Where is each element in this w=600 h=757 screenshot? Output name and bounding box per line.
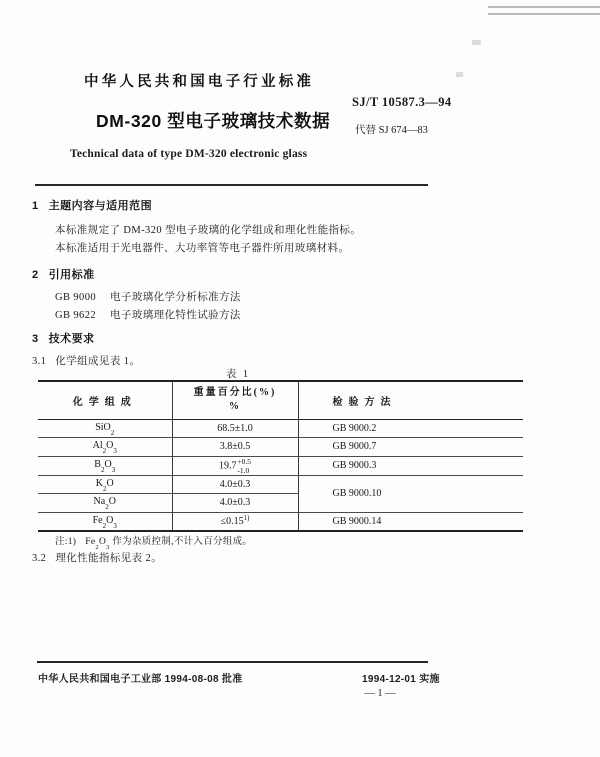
method-cell: GB 9000.2	[332, 422, 377, 434]
section-1-heading	[32, 197, 152, 213]
table-row-k2o	[38, 475, 523, 494]
scan-speck	[472, 40, 481, 45]
table-row-fe2o3	[38, 512, 523, 531]
table-1-container	[38, 380, 523, 532]
composition-cell	[38, 475, 172, 494]
reference-item	[55, 307, 241, 322]
reference-item	[55, 289, 241, 304]
implementation-date: 1994-12-01 实施	[362, 674, 440, 685]
clause-number: 3.1	[32, 356, 47, 367]
value-cell: 4.0±0.3	[172, 494, 298, 513]
document-title-cn: DM-320 型电子玻璃技术数据	[96, 111, 331, 131]
section-3-heading	[32, 330, 95, 346]
composition-cell	[38, 438, 172, 457]
supersedes-note: 代替 SJ 674—83	[355, 125, 428, 136]
section-2-heading	[32, 266, 95, 282]
col-header-weight-percent-line1: 重量百分比(%)	[193, 386, 277, 398]
value-cell-with-tolerance: 19.7 +0.5 -1.0	[172, 456, 298, 475]
section-title: 引用标准	[48, 269, 95, 281]
reference-name: 电子玻璃理化特性试验方法	[110, 310, 241, 321]
section-1-paragraph-2: 本标准适用于光电器件、大功率管等电子器件所用玻璃材料。	[55, 243, 350, 254]
value-cell: $\le 0.15^{1)}$	[172, 512, 298, 531]
scan-corner-marks	[488, 6, 600, 20]
col-header-weight-percent	[172, 381, 298, 419]
chemical-composition-table	[38, 380, 523, 532]
footer-rule	[37, 661, 428, 663]
chemical-formula: $Na_2O$	[93, 496, 116, 512]
table-1-footnote	[55, 533, 252, 549]
col-header-method: 检验方法	[298, 381, 523, 419]
scan-mark-line	[488, 6, 600, 8]
footnote-marker: 1)	[243, 513, 250, 522]
standard-org-title: 中华人民共和国电子行业标准	[84, 74, 315, 90]
chemical-formula: $Fe_2O_3$	[92, 514, 117, 530]
page-number: — 1 —	[364, 688, 396, 699]
reference-name: 电子玻璃化学分析标准方法	[110, 292, 241, 303]
scan-speck	[456, 72, 463, 77]
method-cell: GB 9000.3	[298, 456, 523, 475]
reference-code: GB 9622	[55, 310, 97, 321]
composition-cell	[38, 456, 172, 475]
value-cell: 68.5±1.0	[172, 419, 298, 438]
value-cell: 4.0±0.3	[172, 475, 298, 494]
clause-text: 化学组成见表 1。	[55, 356, 141, 367]
method-cell: GB 9000.14	[298, 512, 523, 531]
col-header-weight-percent-line2: %	[229, 401, 241, 413]
section-title: 主题内容与适用范围	[48, 200, 153, 212]
chemical-formula: $B_2O_3$	[94, 459, 116, 474]
chemical-formula: $K_2O$	[95, 477, 114, 493]
chemical-formula: $Fe_2O_3$	[85, 537, 110, 551]
chemical-formula: SiO$_2$	[95, 421, 115, 437]
footnote-label: 注:1)	[55, 537, 77, 547]
standard-number: SJ/T 10587.3—94	[352, 95, 452, 109]
clause-3-2	[32, 550, 162, 565]
value-cell: 3.8±0.5	[172, 438, 298, 457]
header-rule	[35, 184, 428, 186]
tolerance-stack: +0.5 -1.0	[237, 456, 252, 475]
section-number: 2	[32, 269, 39, 281]
table-row-al2o3	[38, 438, 523, 457]
col-header-composition: 化学组成	[38, 381, 172, 419]
section-1-paragraph-1: 本标准规定了 DM-320 型电子玻璃的化学组成和理化性能指标。	[55, 225, 362, 236]
table-row-b2o3	[38, 456, 523, 475]
composition-cell	[38, 494, 172, 513]
composition-cell	[38, 419, 172, 438]
section-number: 3	[32, 333, 39, 345]
document-title-en: Technical data of type DM-320 electronic glass	[70, 148, 308, 160]
footnote-text: 作为杂质控制,不计入百分组成。	[109, 537, 253, 547]
method-cell: GB 9000.7	[298, 438, 523, 457]
clause-text: 理化性能指标见表 2。	[55, 553, 163, 564]
section-number: 1	[32, 200, 39, 212]
clause-number: 3.2	[32, 553, 47, 564]
method-cell-merged: GB 9000.10	[298, 475, 523, 512]
table-1-caption: 表 1	[225, 369, 251, 380]
scan-mark-line	[488, 13, 600, 15]
chemical-formula: $Al_2O_3$	[92, 440, 117, 456]
approval-statement: 中华人民共和国电子工业部 1994-08-08 批准	[38, 674, 243, 685]
table-row-sio2	[38, 419, 523, 438]
composition-cell	[38, 512, 172, 531]
section-title: 技术要求	[48, 333, 95, 345]
table-header-row	[38, 381, 523, 419]
reference-code: GB 9000	[55, 292, 97, 303]
